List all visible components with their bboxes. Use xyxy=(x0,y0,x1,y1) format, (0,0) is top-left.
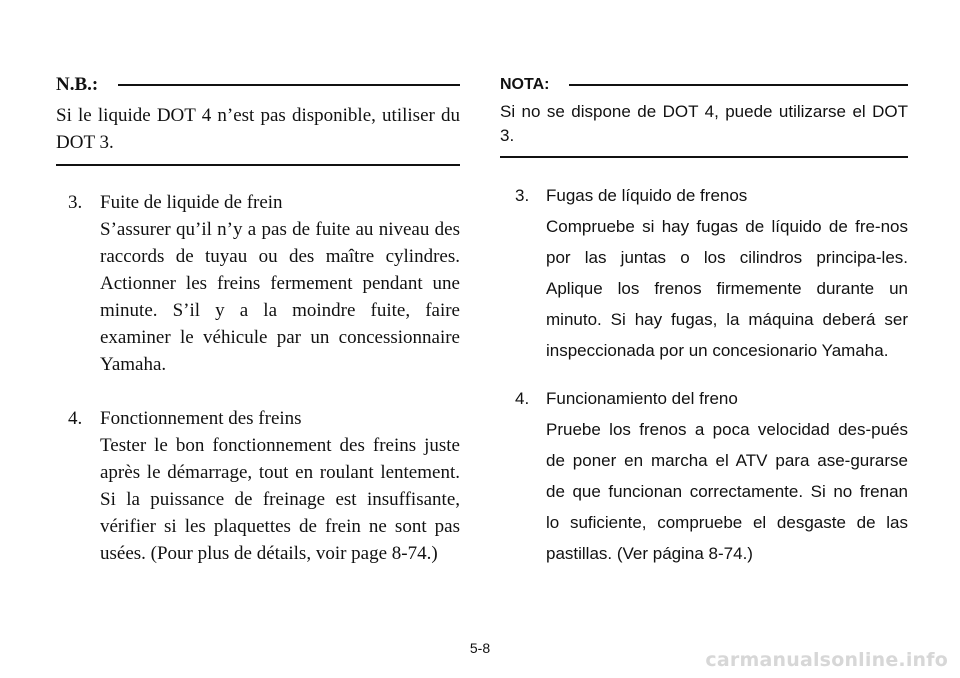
note-header xyxy=(500,70,908,100)
note-rule xyxy=(118,84,460,86)
note-label: NOTA: xyxy=(500,76,550,93)
item-number: 3. xyxy=(515,186,530,205)
note-rule xyxy=(569,84,908,86)
item-body: S’assurer qu’il n’y a pas de fuite au niveau des raccords de tuyau ou des maître cylindres. Actionner les freins fermement pendant une minute. S’il y a la moindre fuite, faire examiner le véhicule par un concessionnaire Yamaha. xyxy=(100,219,460,375)
spanish-column xyxy=(500,70,908,569)
item-number: 4. xyxy=(68,408,83,429)
item-body: Pruebe los frenos a poca velocidad des-pués de poner en marcha el ATV para ase-gurarse de que funcionan correctamente. Si no frenan lo suficiente, compruebe el desgaste de las pastillas. (Ver página 8-74.) xyxy=(546,420,908,563)
note-end-rule xyxy=(500,156,908,158)
item-body: Tester le bon fonctionnement des freins juste après le démarrage, tout en roulant lentement. Si la puissance de freinage est insuffisante, vérifier si les plaquettes de frein ne sont pas usées. (Pour plus de détails, voir page 8-74.) xyxy=(100,435,460,564)
item-title: Funcionamiento del freno xyxy=(546,389,738,408)
note-end-rule xyxy=(56,164,460,166)
item-title: Fonctionnement des freins xyxy=(100,408,302,429)
item-title: Fugas de líquido de frenos xyxy=(546,186,748,205)
french-column xyxy=(56,70,460,567)
list-item xyxy=(500,383,908,569)
item-title: Fuite de liquide de frein xyxy=(100,192,283,213)
item-number: 4. xyxy=(515,389,530,408)
list-item xyxy=(56,189,460,378)
item-body: Compruebe si hay fugas de líquido de fre-nos por las juntas o los cilindros principa-les. Aplique los frenos firmemente durante un minuto. Si hay fugas, la máquina deberá ser inspeccionada por un concesionario Yamaha. xyxy=(546,217,908,360)
item-number: 3. xyxy=(68,192,83,213)
note-text: Si no se dispone de DOT 4, puede utilizarse el DOT 3. xyxy=(500,102,908,145)
list-item xyxy=(56,405,460,567)
note-text: Si le liquide DOT 4 n’est pas disponible, utiliser du DOT 3. xyxy=(56,105,460,153)
list-item xyxy=(500,180,908,366)
note-label: N.B.: xyxy=(56,74,99,95)
note-header xyxy=(56,70,460,100)
page-number: 5-8 xyxy=(469,640,491,656)
watermark: carmanualsonline.info xyxy=(705,649,948,671)
